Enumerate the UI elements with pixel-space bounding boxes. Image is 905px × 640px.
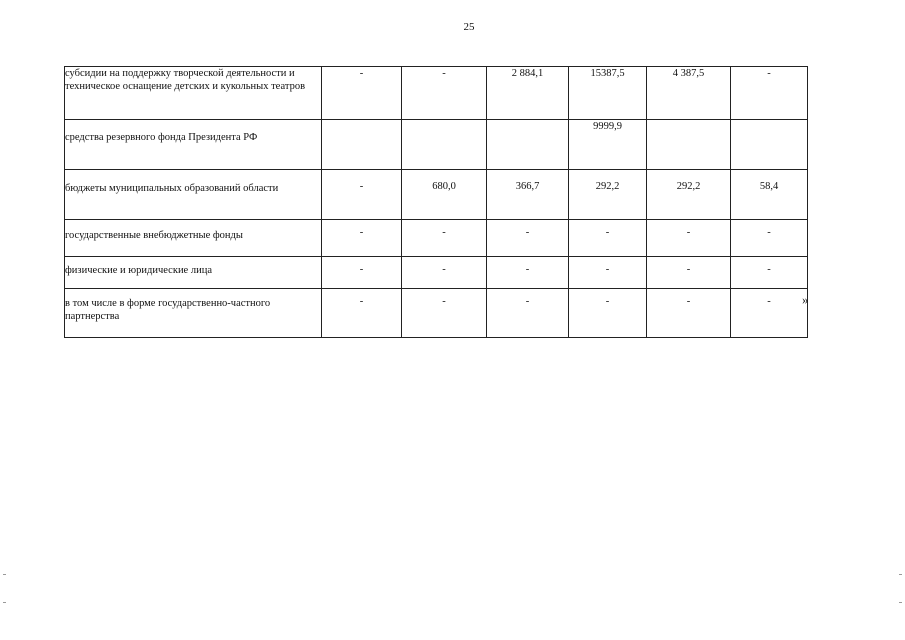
scan-edge-mark (899, 602, 902, 603)
table-row (65, 257, 808, 289)
scan-edge-mark (3, 602, 6, 603)
table-cell: 366,7 (487, 170, 569, 220)
table-cell: - (322, 67, 402, 120)
table-cell: - (322, 257, 402, 289)
row-label: субсидии на поддержку творческой деятельности и техническое оснащение детских и кукольных театров (65, 67, 322, 120)
table-cell: - (322, 220, 402, 257)
table-cell: - (731, 220, 808, 257)
table-row (65, 67, 808, 120)
table-cell: - (402, 67, 487, 120)
table-cell: - (569, 289, 647, 338)
table-cell: 2 884,1 (487, 67, 569, 120)
table-cell: - (731, 67, 808, 120)
table-cell: - (402, 289, 487, 338)
table-cell: 680,0 (402, 170, 487, 220)
table-row (65, 220, 808, 257)
table-cell: - (487, 220, 569, 257)
closing-quote: » (802, 292, 809, 307)
table-cell: 4 387,5 (647, 67, 731, 120)
table-cell: 9999,9 (569, 120, 647, 170)
table-cell (322, 120, 402, 170)
table-cell: - (647, 289, 731, 338)
table-cell: - (322, 170, 402, 220)
row-label: в том числе в форме государственно-частного партнерства (65, 289, 322, 338)
table-cell (731, 120, 808, 170)
table-cell (402, 120, 487, 170)
row-label: государственные внебюджетные фонды (65, 220, 322, 257)
scan-edge-mark (3, 574, 6, 575)
table-cell: 58,4 (731, 170, 808, 220)
row-label: средства резервного фонда Президента РФ (65, 120, 322, 170)
table-cell: - (487, 257, 569, 289)
page-number: 25 (463, 21, 475, 33)
row-label: бюджеты муниципальных образований области (65, 170, 322, 220)
funding-table (64, 66, 808, 338)
table-cell: 292,2 (569, 170, 647, 220)
table-cell: 15387,5 (569, 67, 647, 120)
table-cell: - (402, 220, 487, 257)
table-cell: - (487, 289, 569, 338)
table-cell: - (731, 257, 808, 289)
table-row (65, 120, 808, 170)
table-cell: - (647, 257, 731, 289)
table-cell: - (647, 220, 731, 257)
table-cell: 292,2 (647, 170, 731, 220)
table-cell: - (731, 289, 808, 338)
table-cell: - (322, 289, 402, 338)
table-cell: - (402, 257, 487, 289)
table-cell: - (569, 220, 647, 257)
table-cell: - (569, 257, 647, 289)
scan-edge-mark (899, 574, 902, 575)
table-cell (487, 120, 569, 170)
row-label: физические и юридические лица (65, 257, 322, 289)
table-row (65, 170, 808, 220)
table-cell (647, 120, 731, 170)
table-row (65, 289, 808, 338)
